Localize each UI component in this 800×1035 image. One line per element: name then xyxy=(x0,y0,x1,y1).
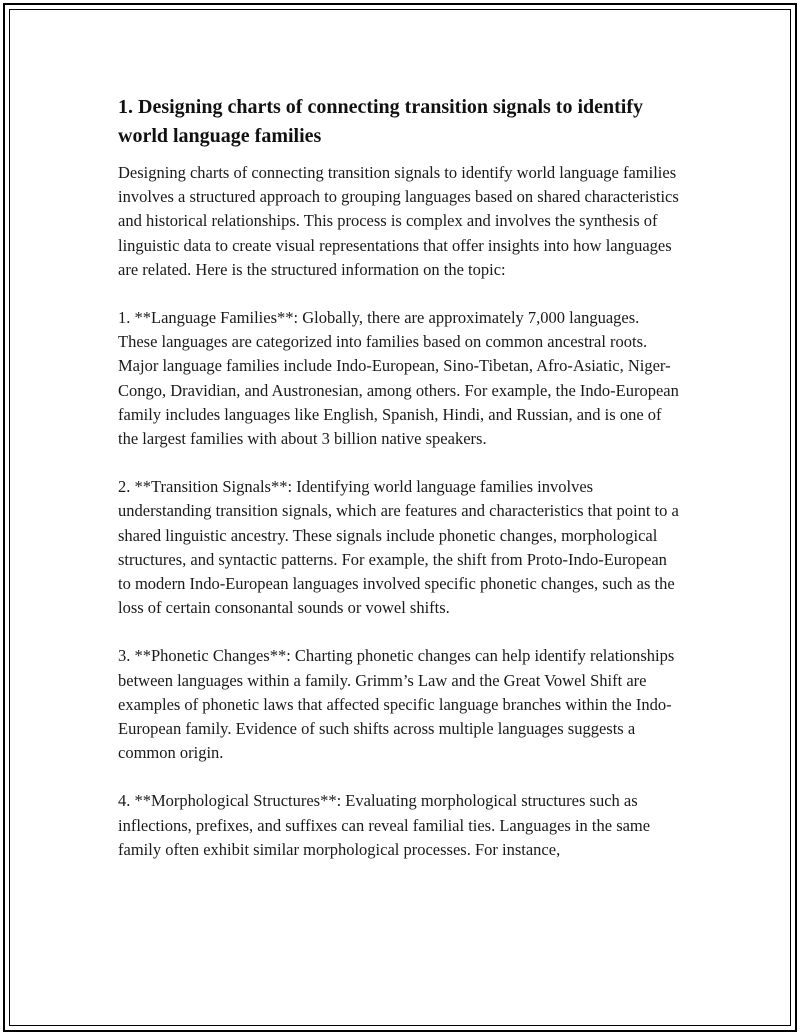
paragraph-language-families: 1. **Language Families**: Globally, there are approximately 7,000 languages. These languages are categorized into families based on common ancestral roots. Major language families include Indo-European, Sino-Tibetan, Afro-Asiatic, Niger-Congo, Dravidian, and Austronesian, among others. For example, the Indo-European family includes languages like English, Spanish, Hindi, and Russian, and is one of the largest families with about 3 billion native speakers. xyxy=(118,308,679,449)
intro-paragraph: Designing charts of connecting transition signals to identify world language families involves a structured approach to grouping languages based on shared characteristics and historical relationships. This process is complex and involves the synthesis of linguistic data to create visual representations that offer insights into how languages are related. Here is the structured information on the topic: xyxy=(118,163,679,279)
paragraph-morphological-structures: 4. **Morphological Structures**: Evaluating morphological structures such as inflections, prefixes, and suffixes can reveal familial ties. Languages in the same family often exhibit similar morphological processes. For instance, xyxy=(118,791,651,859)
document-title: 1. Designing charts of connecting transition signals to identify world language families xyxy=(118,96,644,147)
document-body xyxy=(118,93,682,886)
paragraph-phonetic-changes: 3. **Phonetic Changes**: Charting phonetic changes can help identify relationships between languages within a family. Grimm’s Law and the Great Vowel Shift are examples of phonetic laws that affected specific language branches within the Indo-European family. Evidence of such shifts across multiple languages suggests a common origin. xyxy=(118,646,675,763)
paragraph-transition-signals: 2. **Transition Signals**: Identifying world language families involves understanding transition signals, which are features and characteristics that point to a shared linguistic ancestry. These signals include phonetic changes, morphological structures, and syntactic patterns. For example, the shift from Proto-Indo-European to modern Indo-European languages involved specific phonetic changes, such as the loss of certain consonantal sounds or vowel shifts. xyxy=(118,477,679,618)
